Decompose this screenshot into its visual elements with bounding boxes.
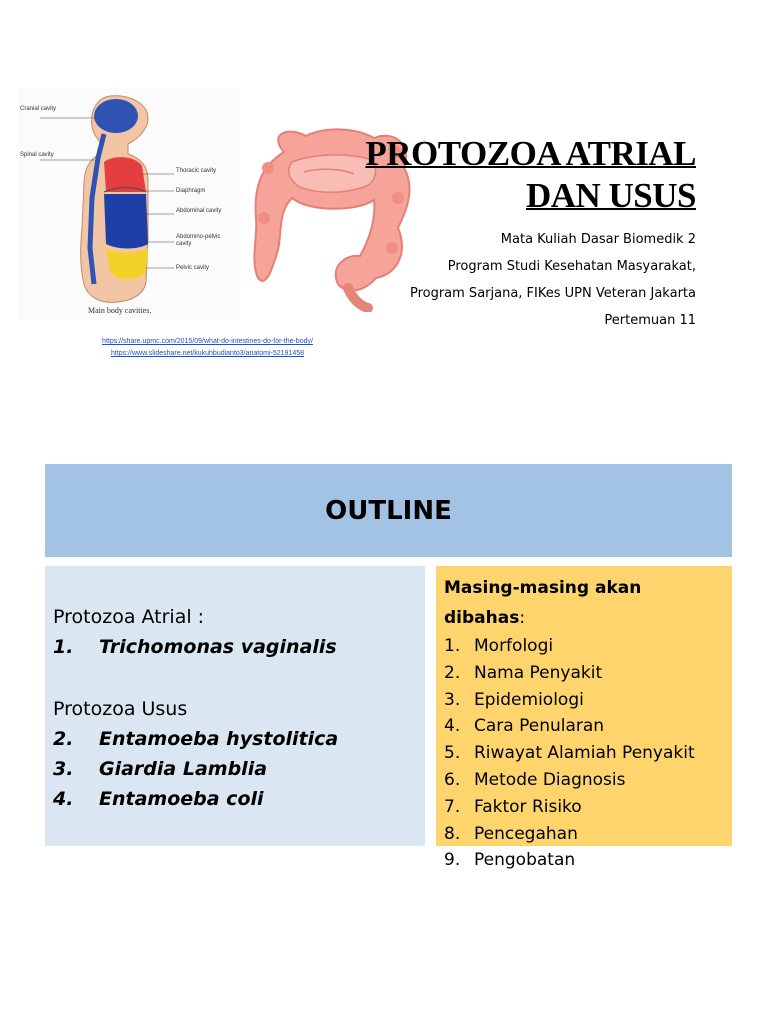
- spinal-cavity-label: Spinal cavity: [20, 152, 54, 158]
- topics-heading-text: Masing-masing akan dibahas: [444, 578, 642, 628]
- item-number: 6.: [444, 769, 461, 790]
- course-info: [410, 226, 696, 334]
- item-name: Giardia Lamblia: [99, 758, 268, 780]
- item-number: 7.: [444, 796, 461, 817]
- item-label: Epidemiologi: [474, 689, 584, 710]
- list-item: [444, 847, 724, 874]
- list-item: [53, 784, 417, 814]
- source-link-upmc[interactable]: https://share.upmc.com/2015/09/what-do-intestines-do-for-the-body/: [102, 338, 313, 345]
- item-number: 3.: [444, 689, 461, 710]
- title-line-2: DAN USUS: [525, 176, 696, 215]
- list-item: [444, 633, 724, 660]
- study-program: Program Studi Kesehatan Masyarakat,: [447, 259, 696, 274]
- item-label: Cara Penularan: [474, 716, 605, 737]
- item-number: 2.: [53, 728, 74, 750]
- item-number: 8.: [444, 823, 461, 844]
- protozoa-list-panel: [45, 566, 425, 846]
- pelvic-cavity-label: Pelvic cavity: [176, 265, 210, 271]
- list-item: [444, 794, 724, 821]
- meeting-number: Pertemuan 11: [604, 313, 696, 328]
- topics-heading-colon: :: [519, 608, 526, 628]
- atrial-heading: Protozoa Atrial :: [53, 606, 205, 628]
- body-cavities-drawing: [18, 88, 240, 320]
- title-line-1: PROTOZOA ATRIAL: [365, 134, 696, 173]
- abdominal-cavity-label: Abdominal cavity: [176, 208, 222, 214]
- topics-panel: [436, 566, 732, 871]
- list-item: [53, 632, 417, 662]
- course-name: Mata Kuliah Dasar Biomedik 2: [500, 232, 696, 247]
- cranial-cavity-label: Cranial cavity: [20, 106, 57, 112]
- source-link-slideshare[interactable]: https://www.slideshare.net/kukuhbudianto3/anatomi-52191458: [110, 350, 305, 357]
- item-number: 5.: [444, 743, 461, 764]
- list-item: [444, 740, 724, 767]
- item-label: Riwayat Alamiah Penyakit: [474, 743, 695, 764]
- item-label: Morfologi: [474, 636, 554, 656]
- figure-caption: Main body cavities.: [88, 306, 152, 315]
- list-item: [444, 821, 724, 848]
- item-number: 3.: [53, 758, 74, 780]
- diaphragm-label: Diaphragm: [176, 188, 206, 194]
- item-number: 9.: [444, 850, 461, 871]
- item-label: Metode Diagnosis: [474, 769, 626, 790]
- item-number: 4.: [444, 716, 461, 737]
- abdominopelvic-cavity-label: Abdomino-pelvic cavity: [176, 234, 221, 247]
- item-label: Pencegahan: [474, 823, 578, 844]
- title-slide: [0, 0, 768, 400]
- outline-header: [45, 464, 732, 557]
- item-number: 1.: [53, 636, 74, 658]
- item-label: Faktor Risiko: [474, 796, 582, 817]
- item-number: 2.: [444, 662, 461, 683]
- body-cavities-illustration: [18, 88, 240, 320]
- list-item: [444, 713, 724, 740]
- outline-title: OUTLINE: [325, 495, 452, 526]
- item-name: Entamoeba hystolitica: [99, 728, 339, 750]
- list-item: [53, 724, 417, 754]
- list-item: [53, 754, 417, 784]
- item-label: Nama Penyakit: [474, 662, 603, 683]
- topics-heading: [444, 573, 724, 633]
- usus-heading: Protozoa Usus: [53, 698, 188, 720]
- item-name: Trichomonas vaginalis: [99, 636, 337, 658]
- faculty: Program Sarjana, FIKes UPN Veteran Jakarta: [409, 286, 696, 301]
- thoracic-cavity-label: Thoracic cavity: [176, 168, 217, 174]
- item-number: 1.: [444, 636, 461, 656]
- list-item: [444, 687, 724, 714]
- item-number: 4.: [53, 788, 74, 810]
- list-item: [444, 660, 724, 687]
- item-name: Entamoeba coli: [99, 788, 264, 810]
- list-item: [444, 767, 724, 794]
- source-links: [0, 336, 415, 360]
- item-label: Pengobatan: [474, 850, 576, 871]
